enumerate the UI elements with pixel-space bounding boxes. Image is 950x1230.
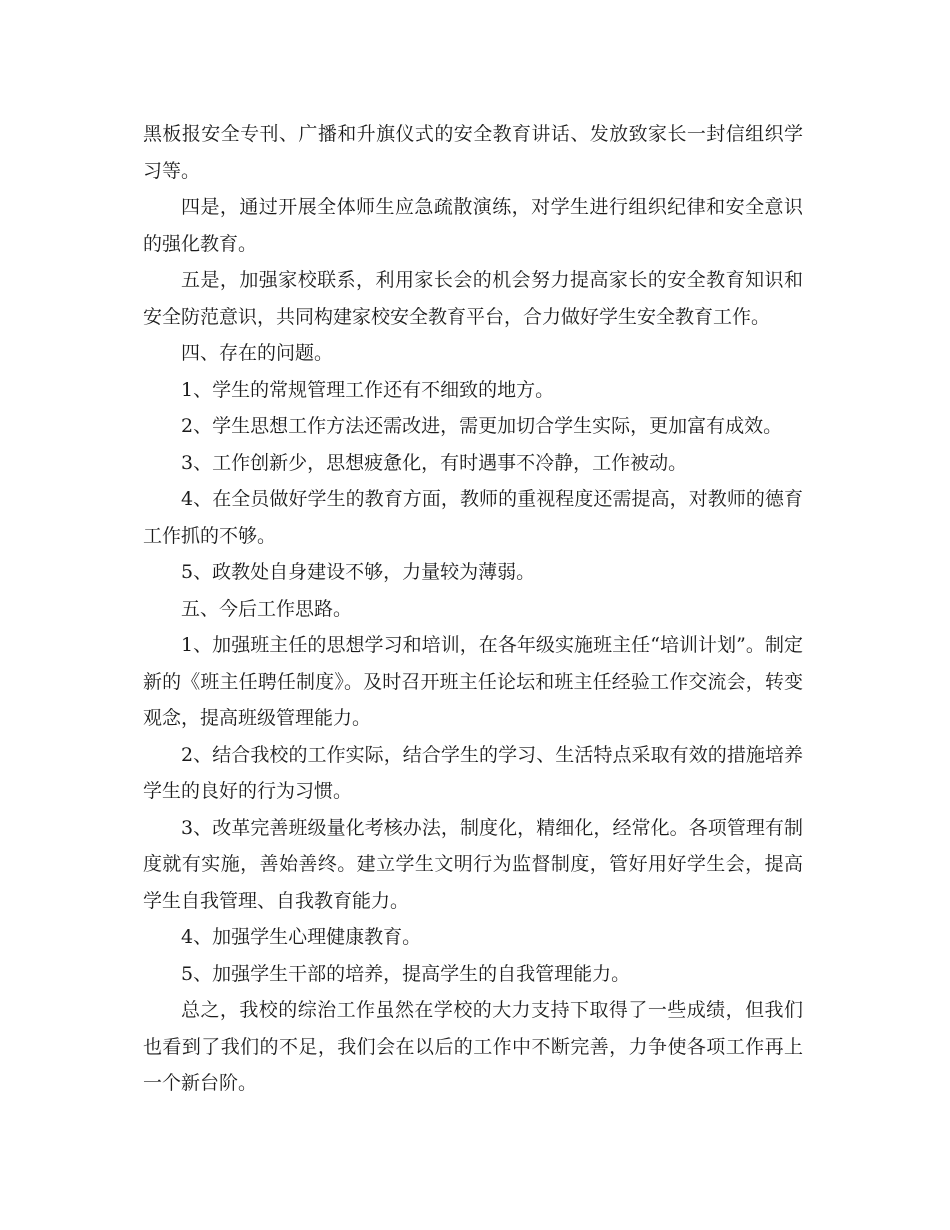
plan-item-4: 4、加强学生心理健康教育。 xyxy=(181,926,422,948)
paragraph-continued: 黑板报安全专刊、广播和升旗仪式的安全教育讲话、发放致家长一封信组织学习等。 xyxy=(143,123,803,182)
problem-item-4: 4、在全员做好学生的教育方面，教师的重视程度还需提高，对教师的德育工作抓的不够。 xyxy=(143,488,803,547)
plan-item-3: 3、改革完善班级量化考核办法，制度化，精细化，经常化。各项管理有制度就有实施，善始善终。建立学生文明行为监督制度，管好用好学生会，提高学生自我管理、自我教育能力。 xyxy=(143,816,803,912)
problem-item-2: 2、学生思想工作方法还需改进，需更加切合学生实际，更加富有成效。 xyxy=(181,415,783,437)
problem-item-3: 3、工作创新少，思想疲惫化，有时遇事不冷静，工作被动。 xyxy=(181,451,688,474)
section-heading-problems: 四、存在的问题。 xyxy=(181,342,334,364)
problem-item-1: 1、学生的常规管理工作还有不细致的地方。 xyxy=(181,378,555,401)
document-body xyxy=(143,116,803,1102)
plan-item-5: 5、加强学生干部的培养，提高学生的自我管理能力。 xyxy=(181,962,631,985)
problem-item-5: 5、政教处自身建设不够，力量较为薄弱。 xyxy=(181,561,536,583)
paragraph-point-five: 五是，加强家校联系，利用家长会的机会努力提高家长的安全教育知识和安全防范意识，共同构建家校安全教育平台，合力做好学生安全教育工作。 xyxy=(143,269,803,328)
plan-item-2: 2、结合我校的工作实际，结合学生的学习、生活特点采取有效的措施培养学生的良好的行为习惯。 xyxy=(143,743,803,802)
conclusion-paragraph: 总之，我校的综治工作虽然在学校的大力支持下取得了一些成绩，但我们也看到了我们的不足，我们会在以后的工作中不断完善，力争使各项工作再上一个新台阶。 xyxy=(143,999,803,1094)
plan-item-1: 1、加强班主任的思想学习和培训，在各年级实施班主任“培训计划”。制定新的《班主任聘任制度》。及时召开班主任论坛和班主任经验工作交流会，转变观念，提高班级管理能力。 xyxy=(143,634,803,729)
paragraph-point-four: 四是，通过开展全体师生应急疏散演练，对学生进行组织纪律和安全意识的强化教育。 xyxy=(143,196,803,255)
section-heading-future-plans: 五、今后工作思路。 xyxy=(181,597,353,620)
